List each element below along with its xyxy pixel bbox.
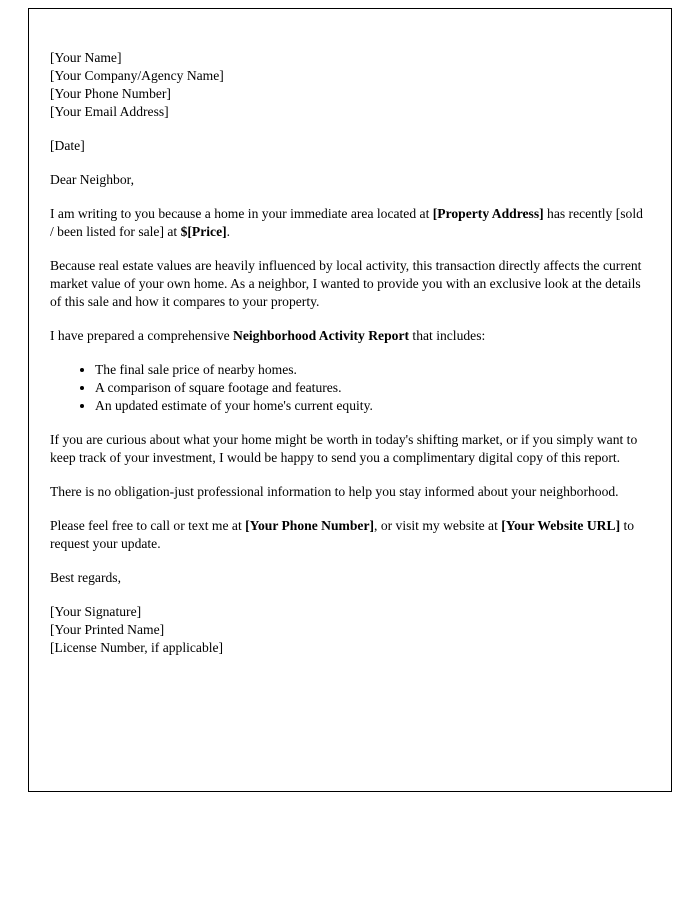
paragraph-intro-text-2: has recently [sold / been listed for sale] at: [50, 206, 643, 239]
price-placeholder: $[Price]: [180, 224, 227, 239]
paragraph-report-text-2: that includes:: [409, 328, 486, 343]
paragraph-report-text-1: I have prepared a comprehensive: [50, 328, 234, 343]
paragraph-contact-text-3: to request your update.: [50, 518, 635, 551]
paragraph-contact-text-2: , or visit my website at: [374, 518, 502, 533]
list-item-equity: • An updated estimate of your home's current equity.: [95, 397, 650, 415]
paragraph-no-obligation: There is no obligation-just professional information to help you stay informed about your neighborhood.: [50, 484, 619, 499]
paragraph-market-value: Because real estate values are heavily influenced by local activity, this transaction directly affects the current market value of your own home. As a neighbor, I wanted to provide you with an exclusive look at the details of this sale and how it compares to your property.: [50, 258, 642, 309]
property-address-placeholder: [Property Address]: [432, 206, 544, 221]
letter-page: [28, 8, 672, 792]
sender-name: [Your Name]: [50, 50, 122, 65]
license-number-placeholder: [License Number, if applicable]: [50, 640, 224, 655]
phone-number-placeholder: [Your Phone Number]: [245, 518, 375, 533]
report-includes-list: [50, 361, 650, 415]
closing-line: Best regards,: [50, 570, 121, 585]
list-item-comparison: • A comparison of square footage and features.: [95, 379, 650, 397]
salutation: Dear Neighbor,: [50, 172, 135, 187]
signature-placeholder: [Your Signature]: [50, 604, 142, 619]
paragraph-intro-text-1: I am writing to you because a home in your immediate area located at: [50, 206, 433, 221]
paragraph-curious: If you are curious about what your home might be worth in today's shifting market, or if you simply want to keep track of your investment, I would be happy to send you a complimentary digital copy of this report.: [50, 432, 638, 465]
paragraph-intro-text-3: .: [226, 224, 231, 239]
paragraph-contact-text-1: Please feel free to call or text me at: [50, 518, 246, 533]
paragraph-intro: [50, 205, 650, 241]
signature-block: [50, 603, 650, 657]
paragraph-contact: [50, 517, 650, 553]
sender-info-block: [50, 49, 650, 121]
sender-company: [Your Company/Agency Name]: [50, 68, 224, 83]
list-item-sale-price: • The final sale price of nearby homes.: [95, 361, 650, 379]
date-line: [Date]: [50, 138, 85, 153]
sender-phone: [Your Phone Number]: [50, 86, 171, 101]
printed-name-placeholder: [Your Printed Name]: [50, 622, 165, 637]
sender-email: [Your Email Address]: [50, 104, 169, 119]
website-url-placeholder: [Your Website URL]: [501, 518, 621, 533]
paragraph-report: [50, 327, 650, 345]
report-title: Neighborhood Activity Report: [233, 328, 410, 343]
